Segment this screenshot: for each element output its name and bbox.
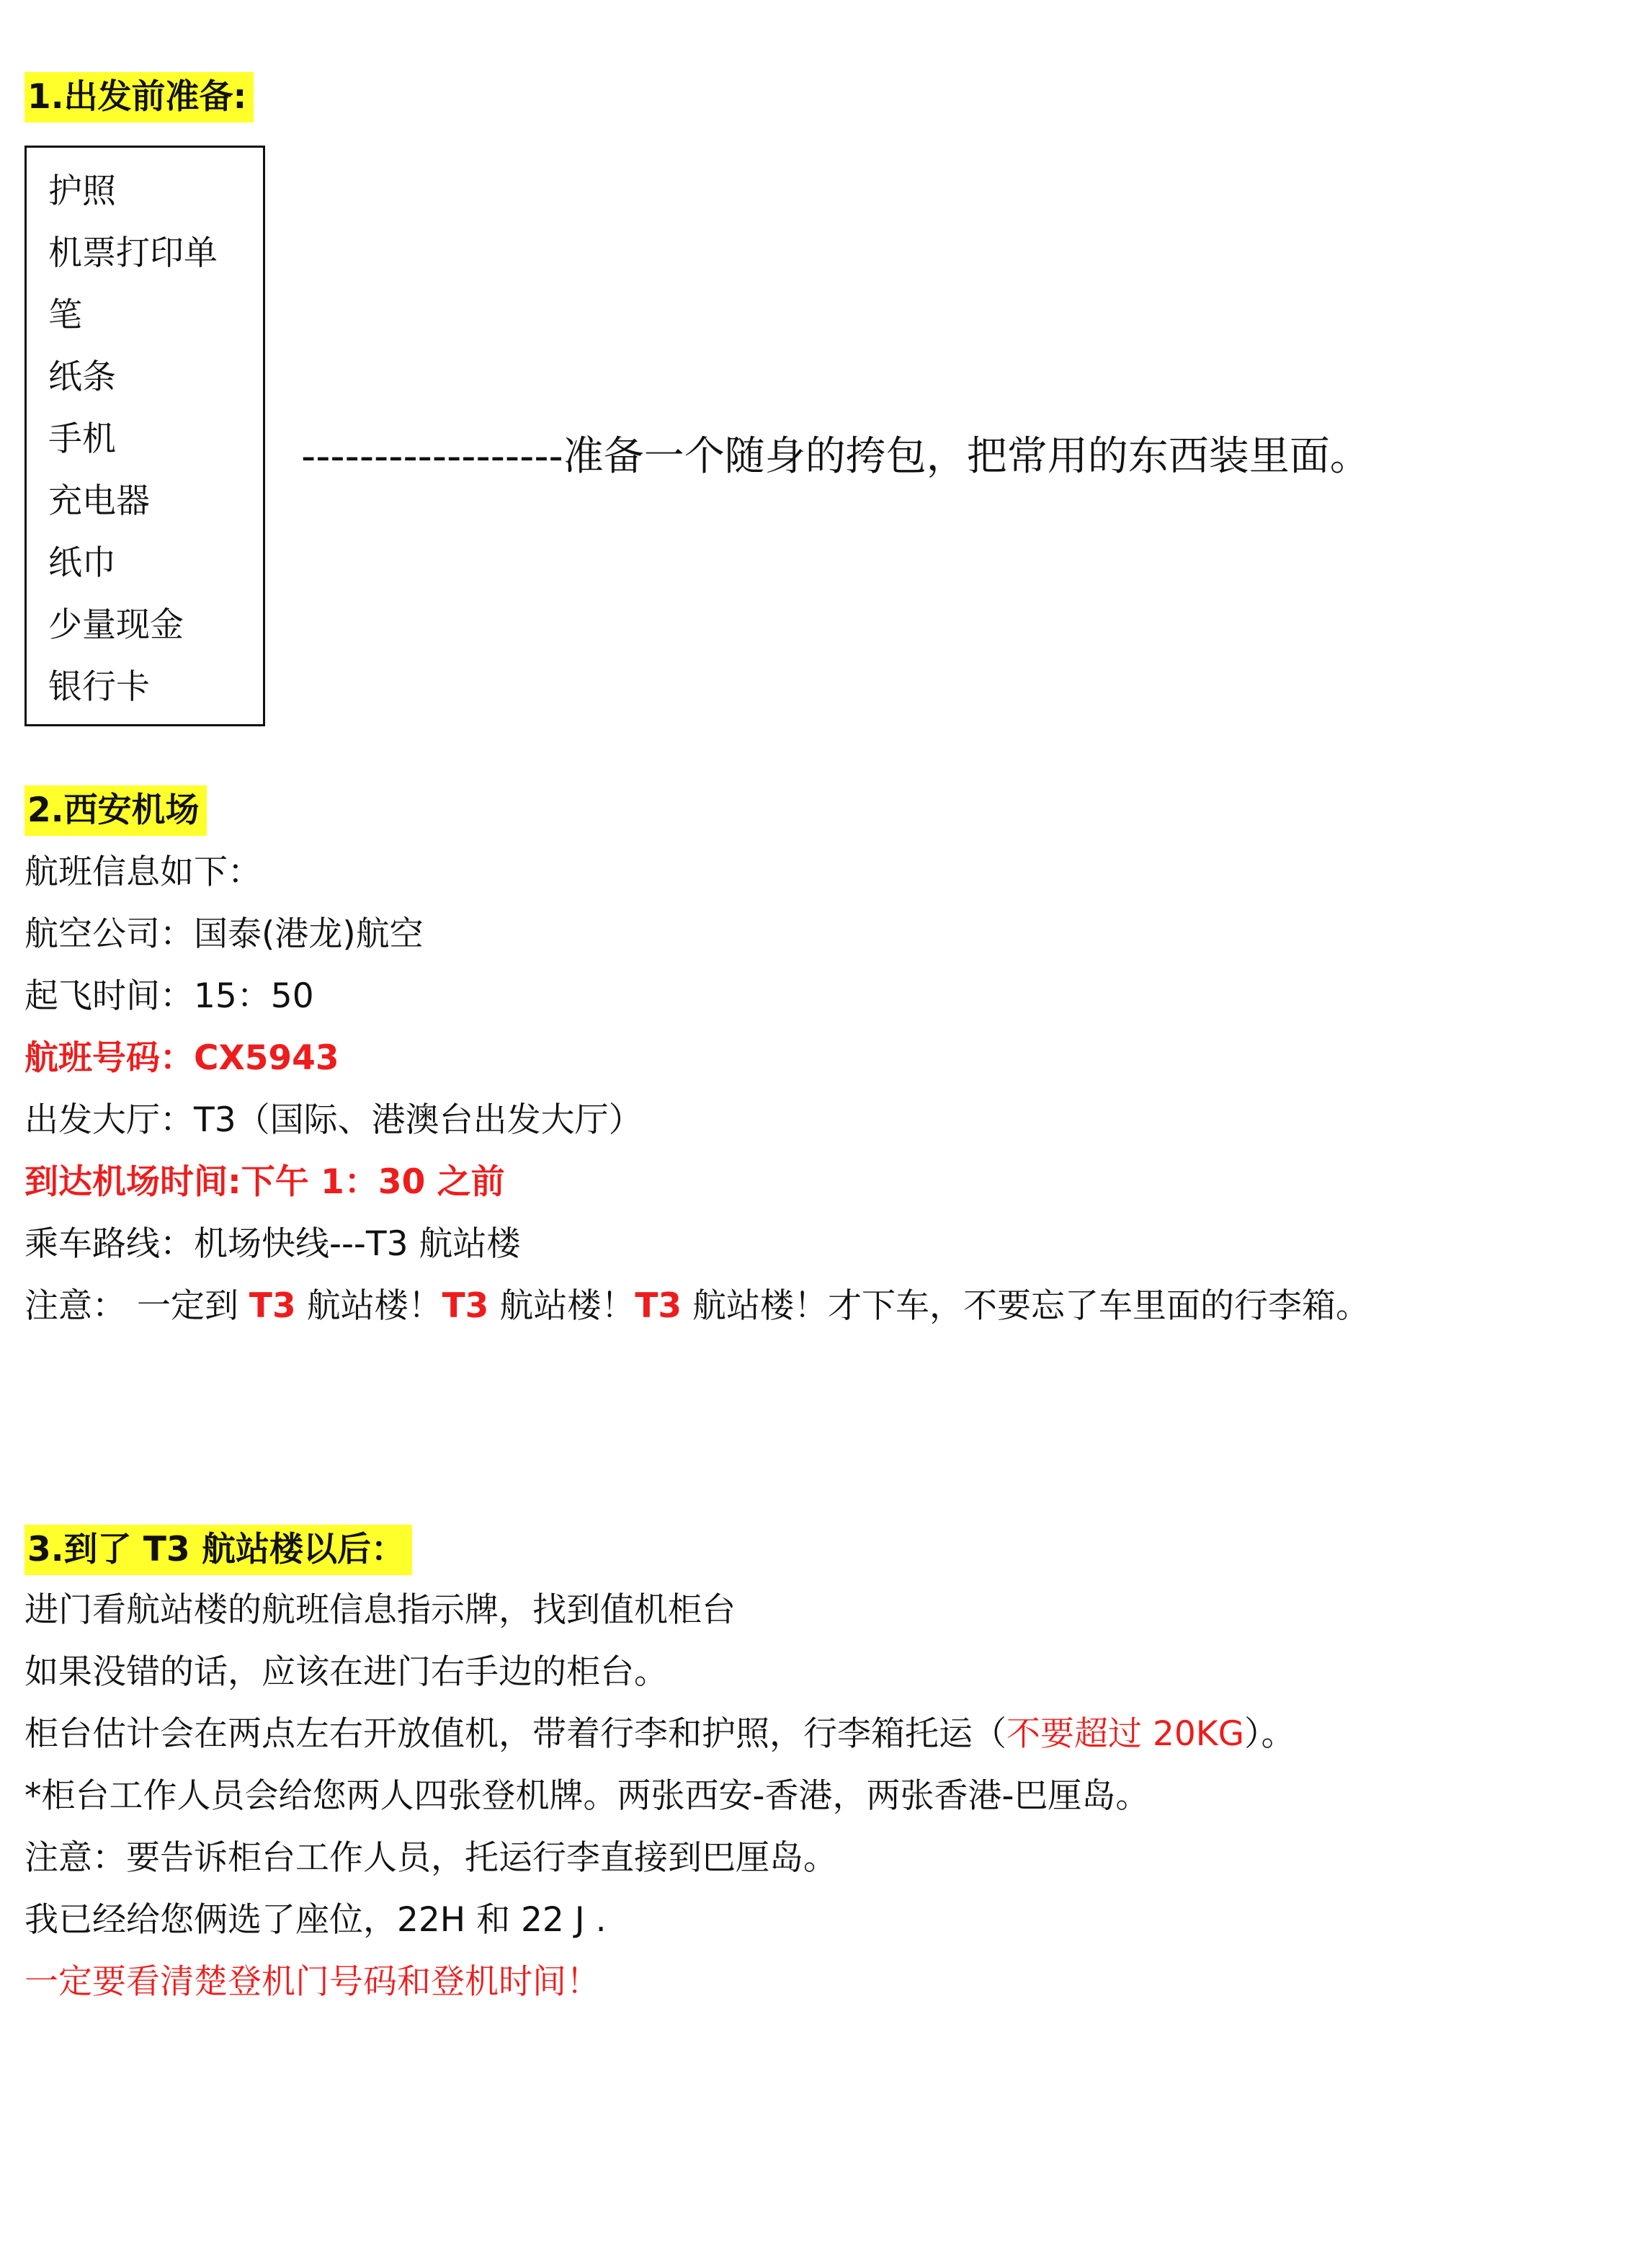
checklist-item: 机票打印单	[48, 233, 218, 273]
departure-time-line: 起飞时间：15：50	[24, 976, 314, 1016]
terminal-line: 出发大厅：T3（国际、港澳台出发大厅）	[24, 1100, 643, 1140]
checklist-item: 手机	[48, 419, 116, 459]
checkin-line-4: *柜台工作人员会给您两人四张登机牌。两张西安-香港，两张香港-巴厘岛。	[24, 1776, 1150, 1816]
carry-bag-note: ------------------准备一个随身的挎包，把常用的东西装里面。	[301, 433, 1370, 480]
checkin-line-6: 我已经给您俩选了座位，22H 和 22 J .	[24, 1900, 607, 1940]
checklist-item: 少量现金	[48, 605, 184, 645]
note-mid: 航站楼！	[488, 1286, 635, 1326]
section-1-heading: 1.出发前准备:	[24, 72, 254, 122]
section-3-heading: 3.到了 T3 航站楼以后：	[24, 1525, 412, 1575]
route-line: 乘车路线：机场快线---T3 航站楼	[24, 1224, 521, 1264]
t3-emphasis: T3	[635, 1286, 682, 1326]
section-2-heading: 2.西安机场	[24, 785, 207, 836]
arrival-deadline-line: 到达机场时间:下午 1：30 之前	[24, 1162, 505, 1202]
note-mid: 航站楼！	[295, 1286, 442, 1326]
checklist-box	[24, 146, 265, 726]
flight-number-line: 航班号码：CX5943	[24, 1038, 339, 1078]
checklist-item: 纸条	[48, 357, 116, 397]
baggage-prefix: 柜台估计会在两点左右开放值机，带着行李和护照，行李箱托运（	[24, 1714, 1006, 1754]
checklist-item: 护照	[48, 171, 116, 211]
checkin-line-5: 注意：要告诉柜台工作人员，托运行李直接到巴厘岛。	[24, 1838, 837, 1878]
checklist-item: 笔	[48, 295, 82, 335]
flight-info-title: 航班信息如下：	[24, 852, 262, 892]
t3-emphasis: T3	[442, 1286, 489, 1326]
t3-warning-line	[24, 1284, 1370, 1329]
airline-line: 航空公司：国泰(港龙)航空	[24, 914, 424, 954]
note-suffix: 航站楼！才下车，不要忘了车里面的行李箱。	[682, 1286, 1370, 1326]
checkin-line-7: 一定要看清楚登机门号码和登机时间！	[24, 1962, 600, 2002]
checklist-item: 银行卡	[48, 667, 150, 707]
checklist-item: 充电器	[48, 481, 150, 521]
note-prefix: 注意： 一定到	[24, 1286, 249, 1326]
checkin-line-3	[24, 1712, 1295, 1757]
baggage-suffix: ）。	[1244, 1714, 1295, 1754]
baggage-limit: 不要超过 20KG	[1006, 1714, 1244, 1754]
checklist-item: 纸巾	[48, 543, 116, 583]
checkin-line-2: 如果没错的话，应该在进门右手边的柜台。	[24, 1652, 668, 1692]
t3-emphasis: T3	[249, 1286, 296, 1326]
checkin-line-1: 进门看航站楼的航班信息指示牌，找到值机柜台	[24, 1590, 736, 1630]
